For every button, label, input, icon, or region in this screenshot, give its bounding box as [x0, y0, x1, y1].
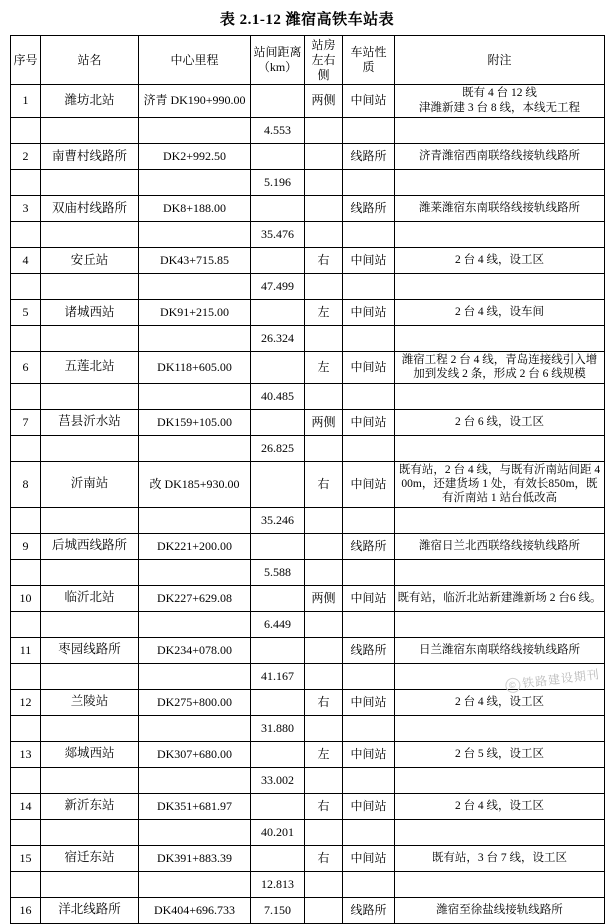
table-header-row [11, 36, 605, 85]
page-title: 表 2.1-12 潍宿高铁车站表 [219, 12, 395, 28]
cell-station-type: 中间站 [343, 409, 395, 435]
cell-center-mileage [139, 559, 251, 585]
cell-remark [395, 767, 605, 793]
cell-remark: 既有 4 台 12 线 津潍新建 3 台 8 线，本线无工程 [395, 85, 605, 118]
cell-station-type [343, 559, 395, 585]
cell-station-distance: 35.246 [251, 507, 305, 533]
cell-remark [395, 273, 605, 299]
table-row [11, 871, 605, 897]
cell-station-type [343, 663, 395, 689]
cell-remark: 既有站，3 台 7 线，设工区 [395, 845, 605, 871]
cell-station-building-side [305, 715, 343, 741]
cell-center-mileage [139, 273, 251, 299]
cell-station-name [41, 435, 139, 461]
cell-center-mileage [139, 383, 251, 409]
cell-station-building-side: 两侧 [305, 585, 343, 611]
cell-no: 10 [11, 585, 41, 611]
cell-remark [395, 663, 605, 689]
cell-no [11, 325, 41, 351]
cell-station-name [41, 871, 139, 897]
cell-center-mileage: DK8+188.00 [139, 195, 251, 221]
table-row [11, 741, 605, 767]
cell-station-distance: 7.150 [251, 897, 305, 923]
cell-center-mileage: DK391+883.39 [139, 845, 251, 871]
cell-center-mileage: DK404+696.733 [139, 897, 251, 923]
cell-no: 7 [11, 409, 41, 435]
cell-station-distance [251, 143, 305, 169]
cell-station-distance: 26.324 [251, 325, 305, 351]
cell-no [11, 715, 41, 741]
cell-station-type [343, 169, 395, 195]
cell-no: 3 [11, 195, 41, 221]
cell-remark: 2 台 4 线，设车间 [395, 299, 605, 325]
cell-station-building-side [305, 195, 343, 221]
cell-station-type [343, 435, 395, 461]
table-body [11, 85, 605, 924]
cell-station-name: 沂南站 [41, 461, 139, 507]
table-row [11, 143, 605, 169]
cell-station-type: 线路所 [343, 637, 395, 663]
table-row [11, 507, 605, 533]
table-row [11, 897, 605, 923]
cell-station-name: 诸城西站 [41, 299, 139, 325]
cell-remark: 既有站，临沂北站新建潍新场 2 台6 线。 [395, 585, 605, 611]
cell-station-distance [251, 247, 305, 273]
cell-station-type: 中间站 [343, 793, 395, 819]
cell-no [11, 559, 41, 585]
cell-station-type: 中间站 [343, 689, 395, 715]
cell-no: 9 [11, 533, 41, 559]
cell-center-mileage [139, 663, 251, 689]
cell-station-name [41, 273, 139, 299]
cell-center-mileage [139, 767, 251, 793]
table-row [11, 611, 605, 637]
cell-center-mileage: DK118+605.00 [139, 351, 251, 383]
cell-station-type [343, 715, 395, 741]
cell-remark: 济青潍宿西南联络线接轨线路所 [395, 143, 605, 169]
cell-remark: 既有站，2 台 4 线，与既有沂南站间距 400m，还建货场 1 处，有效长850m，既有沂南站 1 站台低改高 [395, 461, 605, 507]
cell-station-building-side [305, 533, 343, 559]
cell-station-type [343, 767, 395, 793]
cell-center-mileage [139, 435, 251, 461]
cell-station-building-side: 两侧 [305, 85, 343, 118]
cell-station-name: 洋北线路所 [41, 897, 139, 923]
cell-station-building-side [305, 117, 343, 143]
cell-station-name: 兰陵站 [41, 689, 139, 715]
cell-remark [395, 611, 605, 637]
table-row [11, 715, 605, 741]
header-remark: 附注 [395, 36, 605, 85]
table-row [11, 585, 605, 611]
cell-no [11, 767, 41, 793]
table-row [11, 383, 605, 409]
cell-station-distance [251, 689, 305, 715]
cell-station-type: 中间站 [343, 585, 395, 611]
table-row [11, 273, 605, 299]
cell-remark: 潍宿日兰北西联络线接轨线路所 [395, 533, 605, 559]
cell-station-type [343, 819, 395, 845]
cell-station-name [41, 715, 139, 741]
cell-station-distance: 33.002 [251, 767, 305, 793]
cell-station-distance [251, 195, 305, 221]
cell-center-mileage: 改 DK185+930.00 [139, 461, 251, 507]
cell-no: 16 [11, 897, 41, 923]
header-station-distance: 站间距离（km） [251, 36, 305, 85]
watermark-badge-icon: © [505, 677, 522, 694]
cell-remark: 2 台 4 线，设工区 [395, 793, 605, 819]
cell-station-distance: 31.880 [251, 715, 305, 741]
header-no: 序号 [11, 36, 41, 85]
table-header [11, 36, 605, 85]
cell-center-mileage [139, 715, 251, 741]
cell-station-distance: 5.588 [251, 559, 305, 585]
cell-station-name: 南曹村线路所 [41, 143, 139, 169]
cell-center-mileage [139, 325, 251, 351]
cell-no: 12 [11, 689, 41, 715]
cell-remark: 潍宿至徐盐线接轨线路所 [395, 897, 605, 923]
cell-station-name [41, 383, 139, 409]
cell-station-type: 中间站 [343, 845, 395, 871]
cell-station-type: 线路所 [343, 143, 395, 169]
table-row [11, 85, 605, 118]
cell-station-building-side [305, 273, 343, 299]
cell-station-name [41, 559, 139, 585]
cell-station-building-side [305, 383, 343, 409]
cell-station-distance [251, 351, 305, 383]
cell-remark [395, 871, 605, 897]
cell-station-building-side [305, 559, 343, 585]
cell-station-type: 中间站 [343, 247, 395, 273]
cell-no [11, 663, 41, 689]
cell-station-name: 郯城西站 [41, 741, 139, 767]
cell-station-distance [251, 637, 305, 663]
cell-no [11, 435, 41, 461]
cell-no: 8 [11, 461, 41, 507]
cell-station-building-side [305, 663, 343, 689]
cell-no [11, 221, 41, 247]
cell-station-type: 中间站 [343, 85, 395, 118]
cell-station-name: 宿迁东站 [41, 845, 139, 871]
cell-remark [395, 221, 605, 247]
cell-no: 6 [11, 351, 41, 383]
cell-station-distance: 26.825 [251, 435, 305, 461]
table-row [11, 117, 605, 143]
cell-center-mileage: DK351+681.97 [139, 793, 251, 819]
cell-station-building-side [305, 767, 343, 793]
cell-remark: 潍宿工程 2 台 4 线，青岛连接线引入增加到发线 2 条，形成 2 台 6 线规模 [395, 351, 605, 383]
cell-center-mileage [139, 169, 251, 195]
cell-center-mileage: DK227+629.08 [139, 585, 251, 611]
cell-station-distance [251, 585, 305, 611]
cell-station-name: 安丘站 [41, 247, 139, 273]
cell-station-name: 五莲北站 [41, 351, 139, 383]
cell-station-building-side [305, 507, 343, 533]
cell-no: 15 [11, 845, 41, 871]
header-station-name: 站名 [41, 36, 139, 85]
cell-center-mileage: DK159+105.00 [139, 409, 251, 435]
cell-center-mileage [139, 871, 251, 897]
cell-remark: 2 台 5 线，设工区 [395, 741, 605, 767]
cell-remark: 2 台 4 线，设工区 [395, 689, 605, 715]
cell-center-mileage: 济青 DK190+990.00 [139, 85, 251, 118]
cell-station-distance [251, 461, 305, 507]
cell-station-type [343, 383, 395, 409]
cell-station-distance [251, 409, 305, 435]
table-row [11, 409, 605, 435]
cell-center-mileage: DK43+715.85 [139, 247, 251, 273]
cell-station-building-side: 右 [305, 845, 343, 871]
cell-station-distance [251, 741, 305, 767]
cell-center-mileage [139, 221, 251, 247]
cell-no: 4 [11, 247, 41, 273]
cell-station-building-side [305, 435, 343, 461]
cell-center-mileage: DK307+680.00 [139, 741, 251, 767]
cell-station-building-side [305, 819, 343, 845]
cell-center-mileage: DK221+200.00 [139, 533, 251, 559]
cell-remark: 日兰潍宿东南联络线接轨线路所 [395, 637, 605, 663]
cell-station-building-side [305, 325, 343, 351]
cell-station-name: 新沂东站 [41, 793, 139, 819]
cell-station-name [41, 221, 139, 247]
header-station-building-side: 站房左右侧 [305, 36, 343, 85]
cell-center-mileage: DK91+215.00 [139, 299, 251, 325]
cell-station-name: 后城西线路所 [41, 533, 139, 559]
cell-no [11, 117, 41, 143]
cell-remark: 2 台 6 线，设工区 [395, 409, 605, 435]
cell-no: 1 [11, 85, 41, 118]
cell-station-distance: 40.201 [251, 819, 305, 845]
cell-station-building-side: 左 [305, 741, 343, 767]
cell-station-type [343, 117, 395, 143]
cell-station-name [41, 819, 139, 845]
header-station-type: 车站性质 [343, 36, 395, 85]
cell-station-building-side: 右 [305, 689, 343, 715]
cell-station-name [41, 325, 139, 351]
cell-station-building-side [305, 143, 343, 169]
cell-station-type [343, 325, 395, 351]
cell-station-distance: 41.167 [251, 663, 305, 689]
cell-station-name [41, 611, 139, 637]
cell-station-building-side [305, 169, 343, 195]
cell-station-building-side: 右 [305, 793, 343, 819]
cell-station-distance: 5.196 [251, 169, 305, 195]
station-table [10, 35, 605, 924]
cell-station-type [343, 273, 395, 299]
cell-no [11, 383, 41, 409]
cell-station-name [41, 507, 139, 533]
cell-remark [395, 819, 605, 845]
table-row [11, 435, 605, 461]
cell-station-name [41, 663, 139, 689]
cell-center-mileage [139, 507, 251, 533]
cell-station-type [343, 611, 395, 637]
table-row [11, 689, 605, 715]
table-row [11, 819, 605, 845]
cell-no: 2 [11, 143, 41, 169]
cell-center-mileage: DK2+992.50 [139, 143, 251, 169]
table-row [11, 767, 605, 793]
cell-no [11, 611, 41, 637]
cell-station-building-side [305, 871, 343, 897]
cell-station-distance [251, 845, 305, 871]
cell-station-name [41, 169, 139, 195]
cell-center-mileage: DK234+078.00 [139, 637, 251, 663]
cell-no: 13 [11, 741, 41, 767]
cell-remark [395, 507, 605, 533]
cell-station-building-side: 左 [305, 351, 343, 383]
cell-remark [395, 383, 605, 409]
table-row [11, 663, 605, 689]
cell-station-distance: 40.485 [251, 383, 305, 409]
table-row [11, 637, 605, 663]
cell-station-distance [251, 299, 305, 325]
cell-station-building-side [305, 637, 343, 663]
cell-remark [395, 169, 605, 195]
cell-station-building-side [305, 221, 343, 247]
cell-remark: 2 台 4 线，设工区 [395, 247, 605, 273]
table-row [11, 195, 605, 221]
cell-center-mileage [139, 117, 251, 143]
cell-no [11, 507, 41, 533]
cell-station-name: 双庙村线路所 [41, 195, 139, 221]
cell-station-building-side [305, 611, 343, 637]
cell-station-type: 中间站 [343, 741, 395, 767]
cell-station-type: 中间站 [343, 351, 395, 383]
cell-center-mileage: DK275+800.00 [139, 689, 251, 715]
cell-remark: 潍莱潍宿东南联络线接轨线路所 [395, 195, 605, 221]
cell-remark [395, 435, 605, 461]
cell-station-distance: 12.813 [251, 871, 305, 897]
cell-station-type: 中间站 [343, 461, 395, 507]
cell-remark [395, 559, 605, 585]
cell-station-type [343, 871, 395, 897]
cell-station-distance: 4.553 [251, 117, 305, 143]
cell-station-distance [251, 793, 305, 819]
cell-remark [395, 117, 605, 143]
cell-no: 11 [11, 637, 41, 663]
cell-no: 14 [11, 793, 41, 819]
cell-remark [395, 715, 605, 741]
cell-station-name: 临沂北站 [41, 585, 139, 611]
cell-station-distance: 35.476 [251, 221, 305, 247]
cell-station-type [343, 221, 395, 247]
cell-station-building-side: 右 [305, 247, 343, 273]
cell-station-distance [251, 85, 305, 118]
table-row [11, 461, 605, 507]
cell-no [11, 169, 41, 195]
cell-station-type: 线路所 [343, 897, 395, 923]
cell-station-type [343, 507, 395, 533]
cell-no [11, 819, 41, 845]
cell-station-type: 中间站 [343, 299, 395, 325]
watermark-text: 铁路建设期刊 [521, 666, 601, 691]
cell-center-mileage [139, 611, 251, 637]
cell-no [11, 273, 41, 299]
cell-no: 5 [11, 299, 41, 325]
table-row [11, 247, 605, 273]
cell-station-name [41, 767, 139, 793]
table-row [11, 793, 605, 819]
cell-station-distance: 47.499 [251, 273, 305, 299]
cell-station-name: 潍坊北站 [41, 85, 139, 118]
table-row [11, 299, 605, 325]
table-row [11, 845, 605, 871]
cell-center-mileage [139, 819, 251, 845]
table-row [11, 533, 605, 559]
table-row [11, 221, 605, 247]
cell-station-building-side: 右 [305, 461, 343, 507]
cell-station-name: 莒县沂水站 [41, 409, 139, 435]
cell-station-distance [251, 533, 305, 559]
cell-station-name: 枣园线路所 [41, 637, 139, 663]
cell-station-distance: 6.449 [251, 611, 305, 637]
table-row [11, 169, 605, 195]
cell-station-building-side: 左 [305, 299, 343, 325]
cell-remark [395, 325, 605, 351]
cell-station-type: 线路所 [343, 533, 395, 559]
cell-station-building-side [305, 897, 343, 923]
header-center-mileage: 中心里程 [139, 36, 251, 85]
cell-station-building-side: 两侧 [305, 409, 343, 435]
table-row [11, 559, 605, 585]
cell-no [11, 871, 41, 897]
cell-station-name [41, 117, 139, 143]
table-row [11, 325, 605, 351]
table-row [11, 351, 605, 383]
cell-station-type: 线路所 [343, 195, 395, 221]
